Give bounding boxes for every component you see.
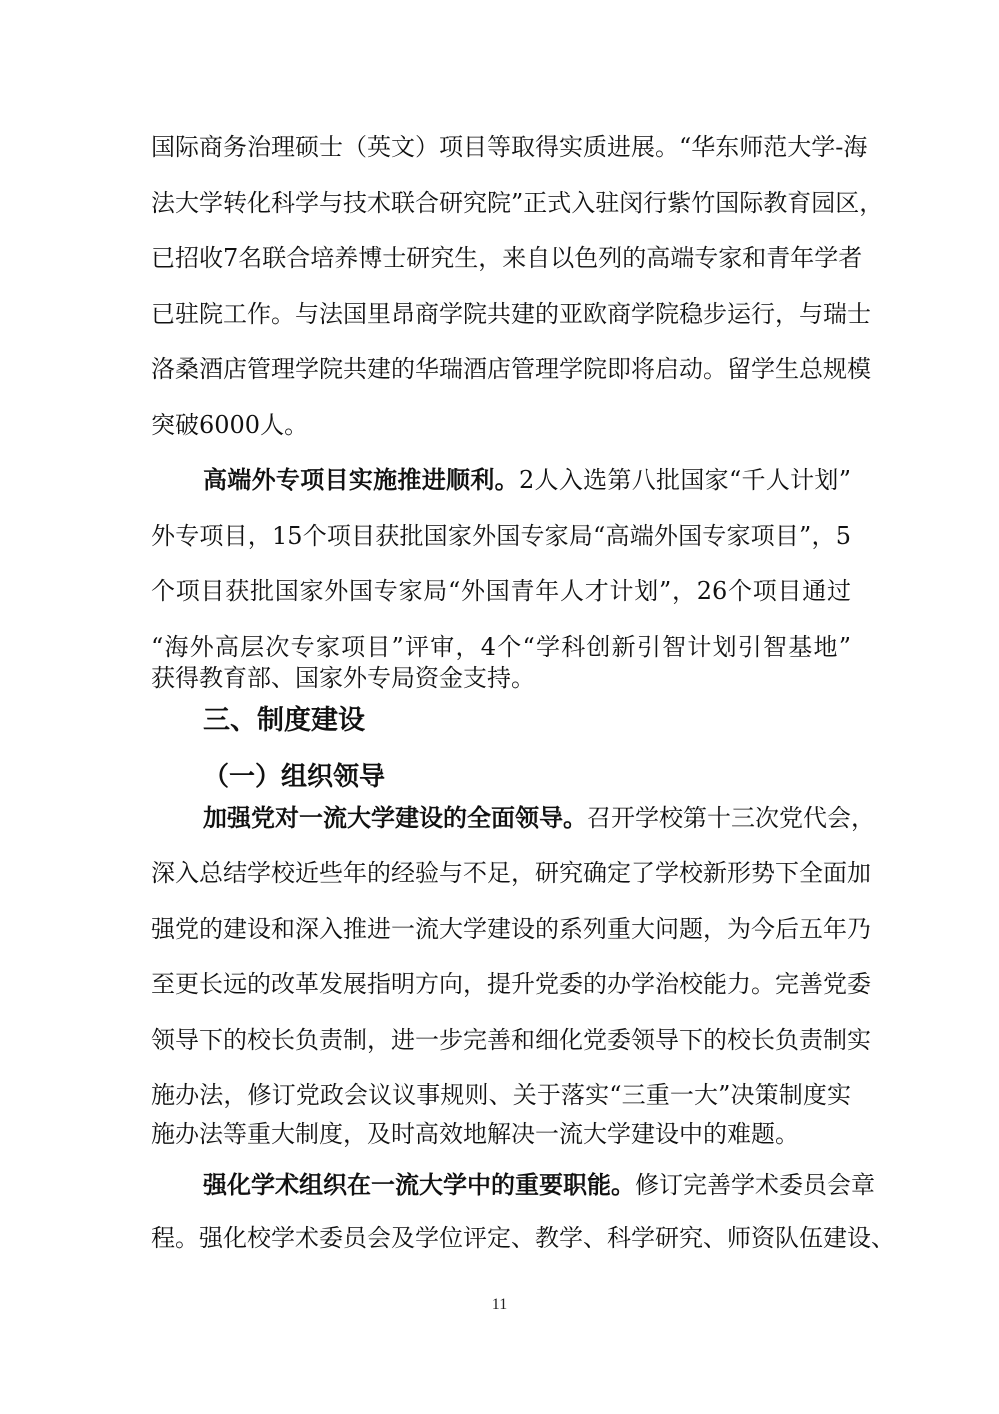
- paragraph-text: 2人入选第八批国家“千人计划”: [518, 466, 852, 494]
- paragraph-line: 个项目获批国家外国专家局“外国青年人才计划”，26个项目通过: [151, 577, 851, 605]
- paragraph-line: 洛桑酒店管理学院共建的华瑞酒店管理学院即将启动。留学生总规模: [151, 355, 871, 383]
- paragraph-line: 程。强化校学术委员会及学位评定、教学、科学研究、师资队伍建设、: [151, 1224, 895, 1252]
- subsection-heading: （一）组织领导: [203, 762, 386, 792]
- paragraph-line: 施办法等重大制度，及时高效地解决一流大学建设中的难题。: [151, 1120, 799, 1148]
- paragraph-line: 已招收7名联合培养博士研究生，来自以色列的高端专家和青年学者: [151, 244, 863, 272]
- paragraph-line: 已驻院工作。与法国里昂商学院共建的亚欧商学院稳步运行，与瑞士: [151, 300, 871, 328]
- paragraph-line: 施办法，修订党政会议议事规则、关于落实“三重一大”决策制度实: [151, 1081, 851, 1109]
- paragraph-lead: 高端外专项目实施推进顺利。: [203, 466, 519, 494]
- paragraph-text: 修订完善学术委员会章: [635, 1171, 875, 1199]
- paragraph-line: 深入总结学校近些年的经验与不足，研究确定了学校新形势下全面加: [151, 859, 871, 887]
- page-number: 11: [491, 1296, 508, 1313]
- section-heading: 三、制度建设: [203, 705, 365, 736]
- paragraph-line: “海外高层次专家项目”评审，4个“学科创新引智计划引智基地”: [151, 633, 851, 661]
- paragraph-line: 外专项目，15个项目获批国家外国专家局“高端外国专家项目”，5: [151, 522, 851, 550]
- paragraph-lead: 加强党对一流大学建设的全面领导。: [203, 804, 587, 832]
- paragraph-line: 获得教育部、国家外专局资金支持。: [151, 664, 535, 692]
- paragraph-line: 至更长远的改革发展指明方向，提升党委的办学治校能力。完善党委: [151, 970, 871, 998]
- paragraph-lead: 强化学术组织在一流大学中的重要职能。: [203, 1171, 635, 1199]
- paragraph-first-line: [203, 464, 851, 496]
- paragraph-line: 突破6000人。: [151, 411, 309, 439]
- paragraph-text: 召开学校第十三次党代会，: [587, 804, 875, 832]
- paragraph-line: 法大学转化科学与技术联合研究院”正式入驻闵行紫竹国际教育园区，: [151, 189, 884, 217]
- paragraph-line: 国际商务治理硕士（英文）项目等取得实质进展。“华东师范大学-海: [151, 133, 868, 161]
- paragraph-first-line: [203, 802, 875, 834]
- paragraph-first-line: [203, 1169, 875, 1201]
- paragraph-line: 领导下的校长负责制，进一步完善和细化党委领导下的校长负责制实: [151, 1026, 871, 1054]
- paragraph-line: 强党的建设和深入推进一流大学建设的系列重大问题，为今后五年乃: [151, 915, 871, 943]
